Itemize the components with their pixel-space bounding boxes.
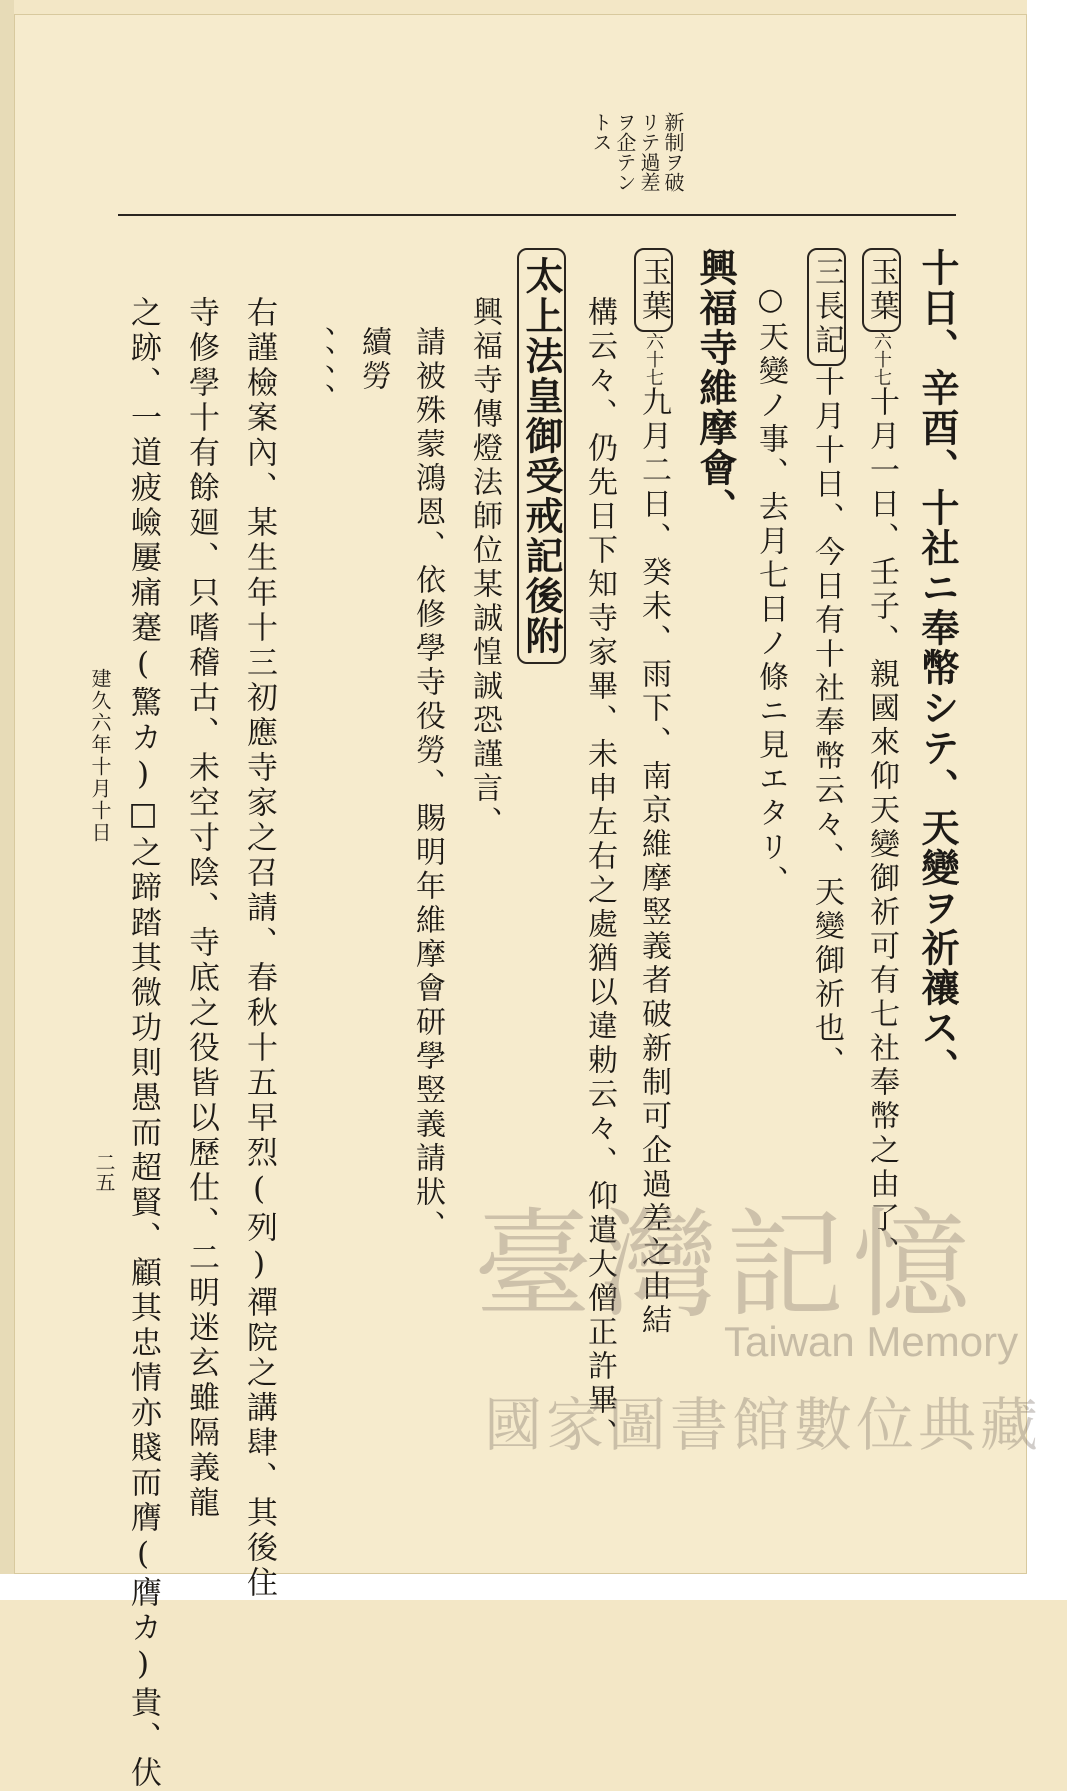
header-note-line: ヲ企テン — [613, 112, 637, 192]
column-text: 右謹檢案內、某生年十三初應寺家之召請、春秋十五早烈(列)禪院之講肆、其後住 — [241, 296, 277, 1601]
column-entry — [805, 248, 847, 1080]
watermark-logo: 臺灣記憶 — [474, 1196, 979, 1334]
column-text: 請被殊蒙鴻恩、依修學寺役勞、賜明年維摩會研學竪義請狀、 — [410, 326, 445, 1244]
column-text: 十日、辛酉、十社ニ奉幣シテ、天變ヲ祈禳ス、 — [915, 248, 960, 1088]
column-text: 寺修學十有餘廻、只嗜稽古、未空寸陰、寺底之役皆以歷仕、二明迷玄雖隔義龍 — [183, 296, 219, 1521]
book-spine-shadow — [0, 0, 14, 1600]
watermark-institution: 國家圖書館數位典藏 — [484, 1391, 1043, 1459]
source-note: 六十七 — [871, 332, 892, 386]
column-text: ○天變ノ事、去月七日ノ條ニ見エタリ、 — [753, 282, 788, 899]
column-text: 興福寺傳燈法師位某誠惶誠恐謹言、 — [467, 296, 502, 840]
column-text: 九月二日、癸未、雨下、南京維摩竪義者破新制可企過差之由結 — [636, 386, 671, 1338]
scan-margin-right — [1027, 0, 1067, 1600]
source-label: 太上法皇御受戒記後附 — [517, 248, 566, 664]
watermark-english: Taiwan Memory — [724, 1318, 1019, 1365]
page-number: 二五 — [92, 1152, 116, 1192]
column-entry — [860, 248, 902, 1270]
source-label: 玉葉 — [862, 248, 901, 332]
column-text: 十月十日、今日有十社奉幣云々、天變御祈也、 — [809, 366, 844, 1080]
source-label: 玉葉 — [634, 248, 673, 332]
header-rule — [118, 214, 956, 216]
source-label: 三長記 — [807, 248, 846, 366]
column-text: 構云々、仍先日下知寺家畢、未申左右之處猶以違勅云々、仰遣大僧正許畢、 — [582, 296, 617, 1452]
header-note-line: 新制ヲ破 — [661, 112, 685, 192]
header-note-line: リテ過差 — [637, 112, 661, 192]
column-text: 之跡、一道疲嶮屢痛蹇(驚カ)□之蹄踏其微功則愚而超賢、顧其忠情亦賤而膺(膺カ)貴、伏 — [125, 296, 161, 1791]
header-note-line: トス — [589, 112, 613, 152]
footer-date: 建久六年十月十日 — [88, 668, 112, 844]
column-text: 、、、、 — [300, 326, 335, 417]
column-text: 十月一日、壬子、親國來仰天變御祈可有七社奉幣之由了、 — [864, 386, 899, 1270]
column-entry — [516, 248, 566, 664]
source-note: 六十七 — [643, 332, 664, 386]
section-heading: 興福寺維摩會、 — [693, 248, 738, 528]
column-text: 續勞 — [356, 326, 391, 394]
